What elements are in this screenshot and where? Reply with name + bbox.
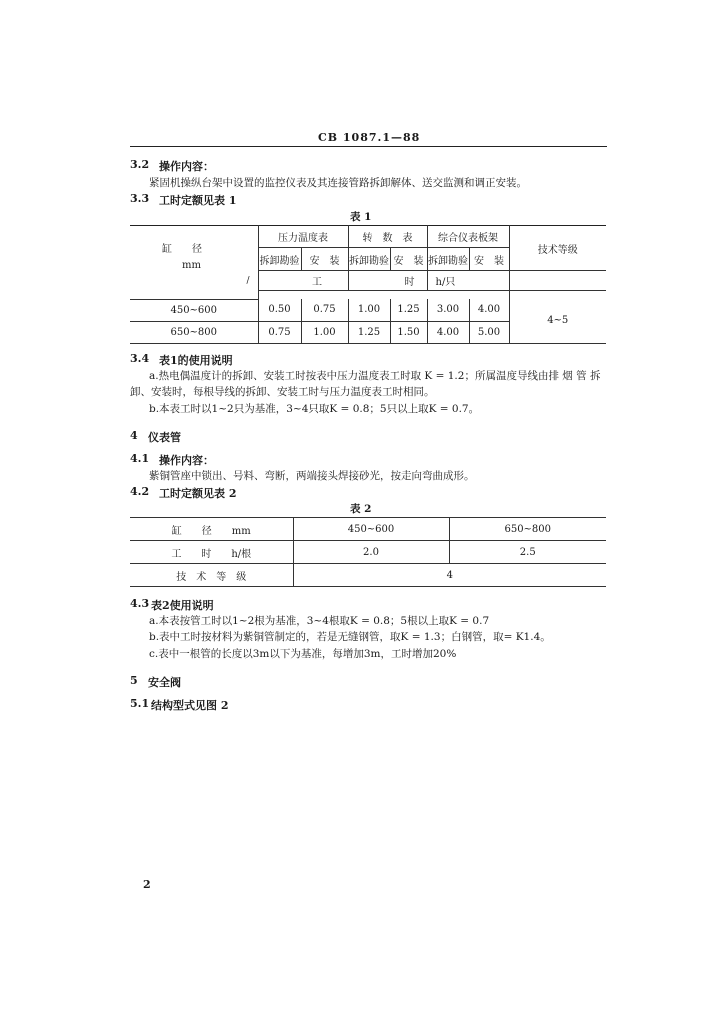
grade-value-cell: 4 xyxy=(293,564,606,587)
panel-remove-header: 拆卸勘验 xyxy=(427,248,469,271)
section-3-2-title: 操作内容： xyxy=(159,160,214,173)
row-1-value: 0.50 xyxy=(258,299,301,321)
table-2-caption: 表 2 xyxy=(350,503,372,515)
header-rule xyxy=(130,146,607,147)
row-2-value: 5.00 xyxy=(469,321,509,343)
slash-cell xyxy=(130,275,258,300)
section-5-1-number: 5.1 xyxy=(130,697,150,710)
unit-per-label: h/只 xyxy=(435,277,456,288)
section-4-1-text: 紫铜管座中锁出、号料、弯断，两端接头焊接砂光，按走向弯曲成形。 xyxy=(149,470,475,482)
unit-time-label: 时 xyxy=(404,277,415,288)
unit-work-cell xyxy=(258,271,348,291)
note-3-4-b: b.本表工时以1~2只为基准，3~4只取K = 0.8；5只以上取K = 0.7。 xyxy=(149,403,480,415)
section-5-number: 5 xyxy=(130,674,138,687)
grade-header: 技术等级 xyxy=(509,226,606,271)
note-3-4-a-line1: a.热电偶温度计的拆卸、安装工时按表中压力温度表工时取 K = 1.2；所属温度导线由排 烟 管 拆 xyxy=(149,370,601,382)
grade-spacer-cell xyxy=(509,291,606,300)
diameter-value-1: 450~600 xyxy=(293,518,449,541)
section-4-3-number: 4.3 xyxy=(130,597,150,610)
note-4-3-c: c.表中一根管的长度以3m以下为基准，每增加3m，工时增加20% xyxy=(149,648,457,660)
row-1-value: 0.75 xyxy=(301,299,348,321)
diameter-unit: mm xyxy=(182,260,201,272)
diameter-value-2: 650~800 xyxy=(449,518,606,541)
grade-header-empty xyxy=(509,271,606,291)
unit-per-cell xyxy=(427,271,509,291)
table-2-row xyxy=(130,518,606,541)
table-1-row xyxy=(130,299,606,321)
row-2-value: 4.00 xyxy=(427,321,469,343)
row-2-value: 1.25 xyxy=(348,321,390,343)
row-1-value: 1.00 xyxy=(348,299,390,321)
row-2-value: 0.75 xyxy=(258,321,301,343)
work-hours-value-2: 2.5 xyxy=(449,541,606,564)
row-1-diameter: 450~600 xyxy=(130,299,258,321)
section-4-number: 4 xyxy=(130,429,138,442)
speed-remove-header: 拆卸勘验 xyxy=(348,248,390,271)
group-pressure-header: 压力温度表 xyxy=(258,226,348,248)
section-3-3-title: 工时定额见表 1 xyxy=(159,194,237,207)
section-4-1-number: 4.1 xyxy=(130,452,150,465)
section-4-title: 仪表管 xyxy=(148,431,181,444)
table-2-row xyxy=(130,541,606,564)
table-2-row xyxy=(130,564,606,587)
table-1 xyxy=(130,225,606,344)
diameter-label: 缸 径 xyxy=(162,244,202,256)
row-2-value: 1.50 xyxy=(390,321,427,343)
row-1-value: 3.00 xyxy=(427,299,469,321)
section-5-1-title: 结构型式见图 2 xyxy=(151,699,229,712)
section-4-2-number: 4.2 xyxy=(130,485,150,498)
row-1-value: 1.25 xyxy=(390,299,427,321)
section-3-3-number: 3.3 xyxy=(130,192,150,205)
note-3-4-a-line2: 卸、安装时，每根导线的拆卸、安装工时与压力温度表工时相同。 xyxy=(130,386,435,398)
table-2 xyxy=(130,517,606,587)
diameter-header-cell xyxy=(130,226,258,291)
row-2-diameter: 650~800 xyxy=(130,321,258,343)
speed-install-header: 安 装 xyxy=(390,248,427,271)
pressure-install-header: 安 装 xyxy=(301,248,348,271)
note-4-3-b: b.表中工时按材料为紫铜管制定的，若是无缝钢管，取K = 1.3；白钢管，取= K1.4。 xyxy=(149,631,551,643)
page-number: 2 xyxy=(143,878,151,891)
note-4-3-a: a.本表按管工时以1~2根为基准，3~4根取K = 0.8；5根以上取K = 0.7 xyxy=(149,615,490,627)
section-3-4-title: 表1的使用说明 xyxy=(159,354,233,367)
section-3-2-text: 紧固机操纵台架中设置的监控仪表及其连接管路拆卸解体、送交监测和调正安装。 xyxy=(149,177,527,189)
section-4-3-title: 表2使用说明 xyxy=(151,599,214,612)
section-3-4-number: 3.4 xyxy=(130,352,150,365)
row-1-value: 4.00 xyxy=(469,299,509,321)
row-2-value: 1.00 xyxy=(301,321,348,343)
diameter-label-cell: 缸 径 mm xyxy=(130,518,293,541)
section-5-title: 安全阀 xyxy=(148,676,181,689)
unit-work-label: 工 xyxy=(312,277,322,288)
grade-value: 4~5 xyxy=(509,299,606,343)
grade-label-cell: 技 术 等 级 xyxy=(130,564,293,587)
section-4-1-title: 操作内容： xyxy=(159,454,214,467)
work-hours-value-1: 2.0 xyxy=(293,541,449,564)
unit-time-cell xyxy=(348,271,427,291)
section-4-2-title: 工时定额见表 2 xyxy=(159,487,237,500)
table-1-caption: 表 1 xyxy=(350,211,372,223)
work-hours-label-cell: 工 时 h/根 xyxy=(130,541,293,564)
slash-mark: / xyxy=(246,275,250,286)
standard-code: CB 1087.1—88 xyxy=(318,131,421,144)
group-speed-header: 转 数 表 xyxy=(348,226,427,248)
section-3-2-number: 3.2 xyxy=(130,158,150,171)
pressure-remove-header: 拆卸勘验 xyxy=(258,248,301,271)
panel-install-header: 安 装 xyxy=(469,248,509,271)
spacer-cell xyxy=(258,291,509,300)
group-panel-header: 综合仪表板架 xyxy=(427,226,509,248)
